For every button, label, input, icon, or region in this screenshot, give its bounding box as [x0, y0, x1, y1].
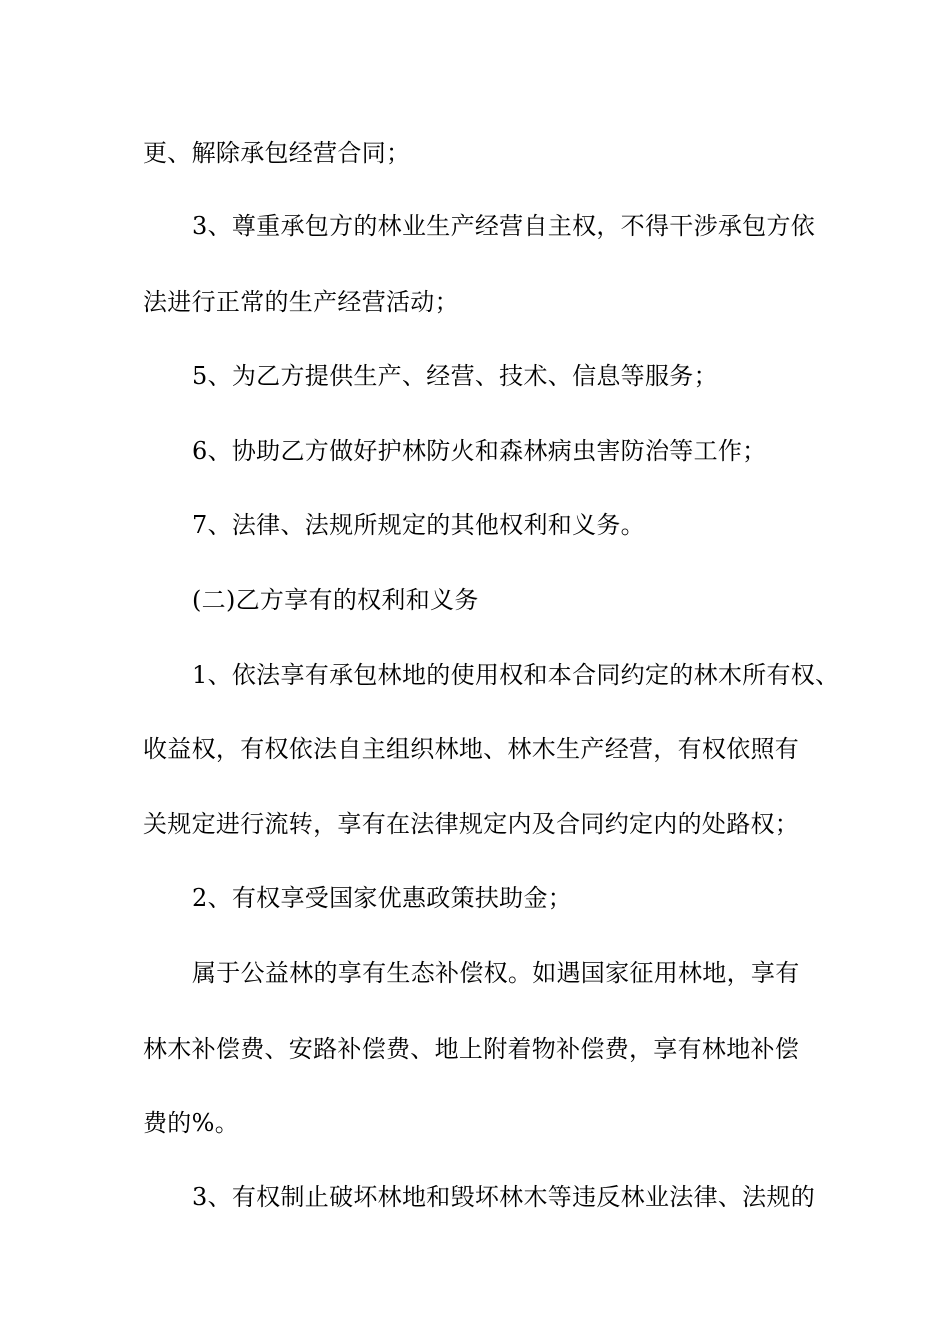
text-line-8: 1、依法享有承包林地的使用权和本合同约定的林木所有权、: [192, 661, 840, 689]
text-line-9: 收益权，有权依法自主组织林地、林木生产经营，有权依照有: [143, 735, 800, 763]
text-line-13: 林木补偿费、安路补偿费、地上附着物补偿费，享有林地补偿: [143, 1035, 800, 1063]
text-line-2: 3、尊重承包方的林业生产经营自主权，不得干涉承包方依: [192, 212, 816, 240]
text-line-1: 更、解除承包经营合同；: [143, 139, 411, 167]
text-line-3: 法进行正常的生产经营活动；: [143, 288, 459, 316]
text-line-12: 属于公益林的享有生态补偿权。如遇国家征用林地，享有: [192, 959, 800, 987]
text-line-15: 3、有权制止破坏林地和毁坏林木等违反林业法律、法规的: [192, 1183, 816, 1211]
text-line-6: 7、法律、法规所规定的其他权利和义务。: [192, 511, 645, 539]
text-line-4: 5、为乙方提供生产、经营、技术、信息等服务；: [192, 362, 718, 390]
text-line-14: 费的%。: [143, 1109, 240, 1137]
text-line-11: 2、有权享受国家优惠政策扶助金；: [192, 884, 573, 912]
text-line-7: (二)乙方享有的权利和义务: [192, 586, 479, 614]
text-line-10: 关规定进行流转，享有在法律规定内及合同约定内的处路权；: [143, 810, 800, 838]
text-line-5: 6、协助乙方做好护林防火和森林病虫害防治等工作；: [192, 437, 767, 465]
